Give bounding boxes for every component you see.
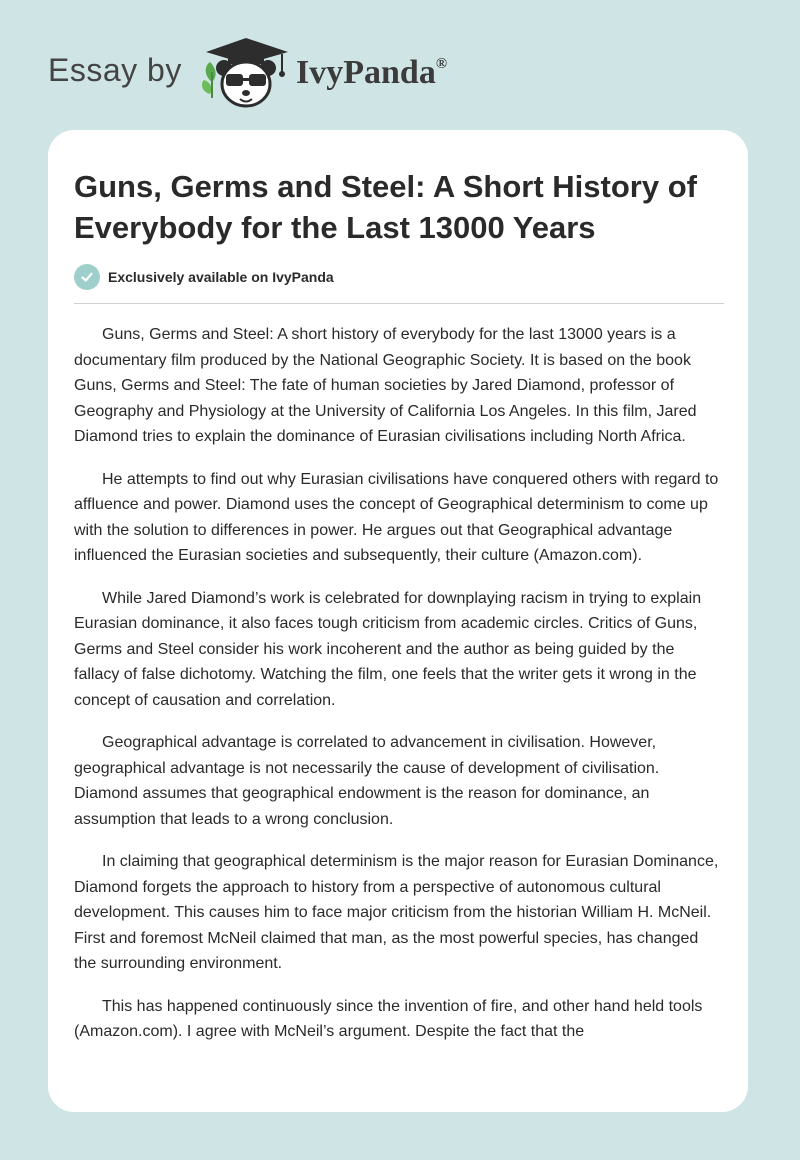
brand-text: IvyPanda — [296, 54, 436, 91]
brand-name[interactable] — [296, 54, 447, 92]
essay-title: Guns, Germs and Steel: A Short History of Everybody for the Last 13000 Years — [74, 169, 697, 245]
registered-mark: ® — [435, 56, 448, 72]
paragraph-4: Geographical advantage is correlated to advancement in civilisation. However, geographical advantage is not necessarily the cause of development of civilisation. Diamond assumes that geographical endowment is the reason for dominance, an assumption that leads to a wrong conclusion. — [74, 734, 660, 828]
paragraph-3: While Jared Diamond’s work is celebrated for downplaying racism in trying to explain Eurasian dominance, it also faces tough criticism from academic circles. Critics of Guns, Germs and Steel consider his work incoherent and the author as being guided by the fallacy of false dichotomy. Watching the film, one feels that the writer gets it wrong in the concept of causation and correlation. — [74, 589, 702, 709]
exclusive-label: Exclusively available on IvyPanda — [108, 269, 334, 285]
paragraph-1: Guns, Germs and Steel: A short history of everybody for the last 13000 years is a documentary film produced by the National Geographic Society. It is based on the book Guns, Germs and Steel: The fate of human societies by Jared Diamond, professor of Geography and Physiology at the University of California Los Angeles. In this film, Jared Diamond tries to explain the dominance of Eurasian civilisations including North Africa. — [74, 326, 697, 445]
paragraph-5: In claiming that geographical determinism is the major reason for Eurasian Dominance, Diamond forgets the approach to history from a perspective of autonomous cultural development. This causes him to face major criticism from the historian William H. McNeil. First and foremost McNeil claimed that man, as the most powerful species, has changed the surrounding environment. — [74, 853, 719, 972]
check-icon — [74, 264, 100, 290]
site-header — [0, 0, 800, 130]
paragraph-6: This has happened continuously since the invention of fire, and other hand held tools (Amazon.com). I agree with McNeil’s argument. Despite the fact that the — [74, 997, 703, 1040]
exclusive-badge — [74, 264, 334, 290]
paragraph-2: He attempts to find out why Eurasian civilisations have conquered others with regard to affluence and power. Diamond uses the concept of Geographical determinism to come up with the solution to differences in power. He argues out that Geographical advantage influenced the Eurasian societies and subsequently, their culture (Amazon.com). — [74, 470, 719, 564]
essay-body — [74, 322, 724, 1062]
essay-by-label: Essay by — [48, 52, 182, 88]
essay-card — [48, 130, 748, 1112]
divider — [74, 303, 724, 304]
panda-logo-icon[interactable] — [198, 32, 294, 112]
